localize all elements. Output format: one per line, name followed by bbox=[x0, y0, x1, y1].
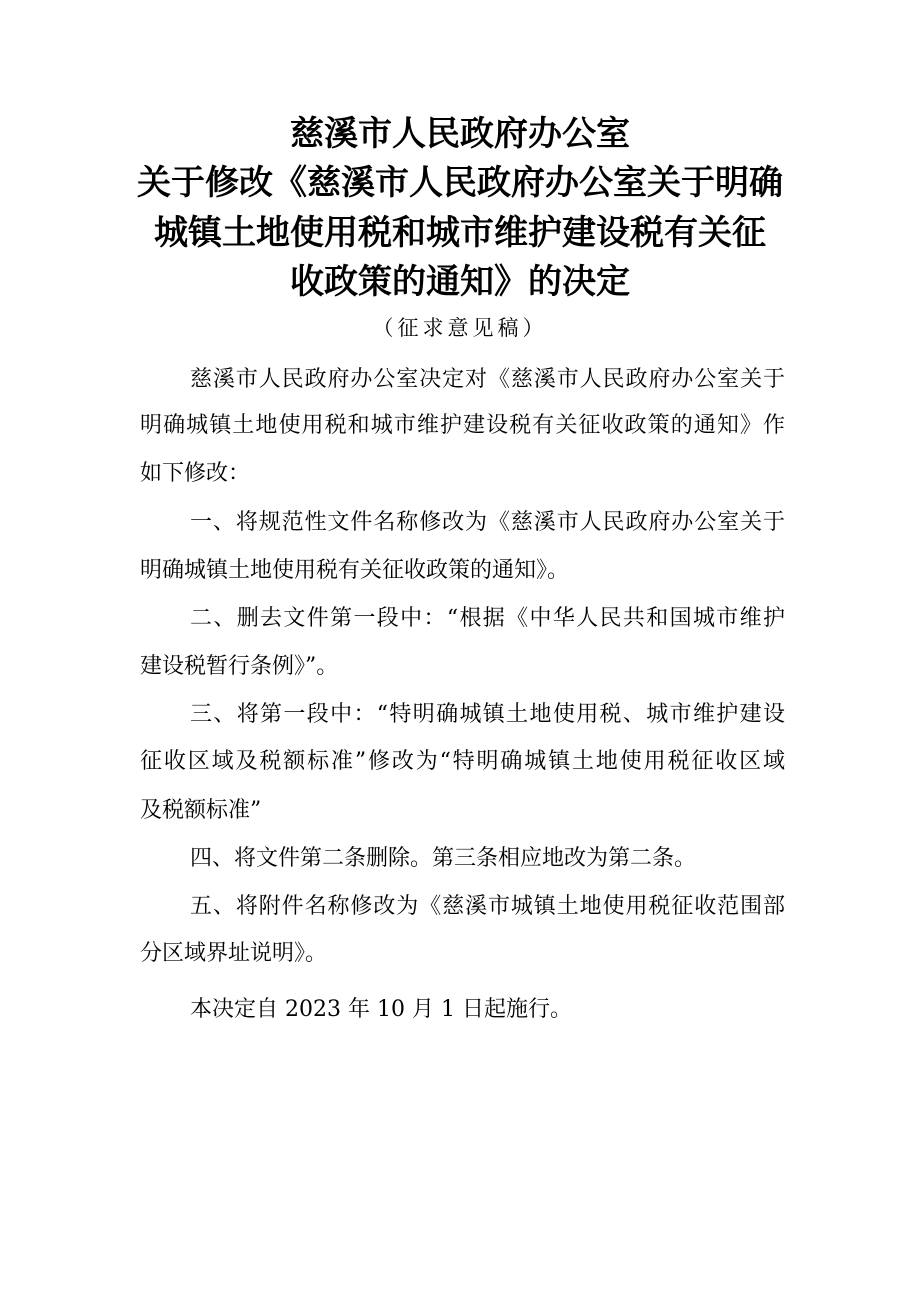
title-line-4: 收政策的通知》的决定 bbox=[290, 262, 630, 302]
intro-line-3: 如下修改： bbox=[140, 461, 251, 486]
item-4-line-1: 四、将文件第二条删除。第三条相应地改为第二条。 bbox=[190, 846, 697, 871]
title-line-1: 慈溪市人民政府办公室 bbox=[290, 114, 630, 154]
item-2-line-1: 二、删去文件第一段中：“根据《中华人民共和国城市维护 bbox=[190, 606, 785, 631]
title-line-3: 城镇土地使用税和城市维护建设税有关征 bbox=[154, 213, 766, 253]
item-1-line-2: 明确城镇土地使用税有关征收政策的通知》。 bbox=[140, 558, 570, 583]
item-3-line-1: 三、将第一段中：“特明确城镇土地使用税、城市维护建设 bbox=[190, 702, 785, 727]
item-5-line-2: 分区域界址说明》。 bbox=[140, 941, 328, 966]
draft-subtitle: （征求意见稿） bbox=[372, 316, 548, 340]
item-1-line-1: 一、将规范性文件名称修改为《慈溪市人民政府办公室关于 bbox=[190, 510, 785, 535]
item-3-line-2: 征收区域及税额标准”修改为“特明确城镇土地使用税征收区域 bbox=[140, 749, 785, 774]
intro-line-2: 明确城镇土地使用税和城市维护建设税有关征收政策的通知》作 bbox=[140, 413, 785, 438]
item-2-line-2: 建设税暂行条例》”。 bbox=[140, 654, 339, 679]
title-line-2: 关于修改《慈溪市人民政府办公室关于明确 bbox=[137, 163, 783, 203]
item-3-line-3: 及税额标准” bbox=[140, 798, 262, 823]
intro-line-1: 慈溪市人民政府办公室决定对《慈溪市人民政府办公室关于 bbox=[190, 367, 785, 392]
item-5-line-1: 五、将附件名称修改为《慈溪市城镇土地使用税征收范围部 bbox=[190, 894, 785, 919]
effective-date-line: 本决定自 2023 年 10 月 1 日起施行。 bbox=[190, 997, 572, 1022]
